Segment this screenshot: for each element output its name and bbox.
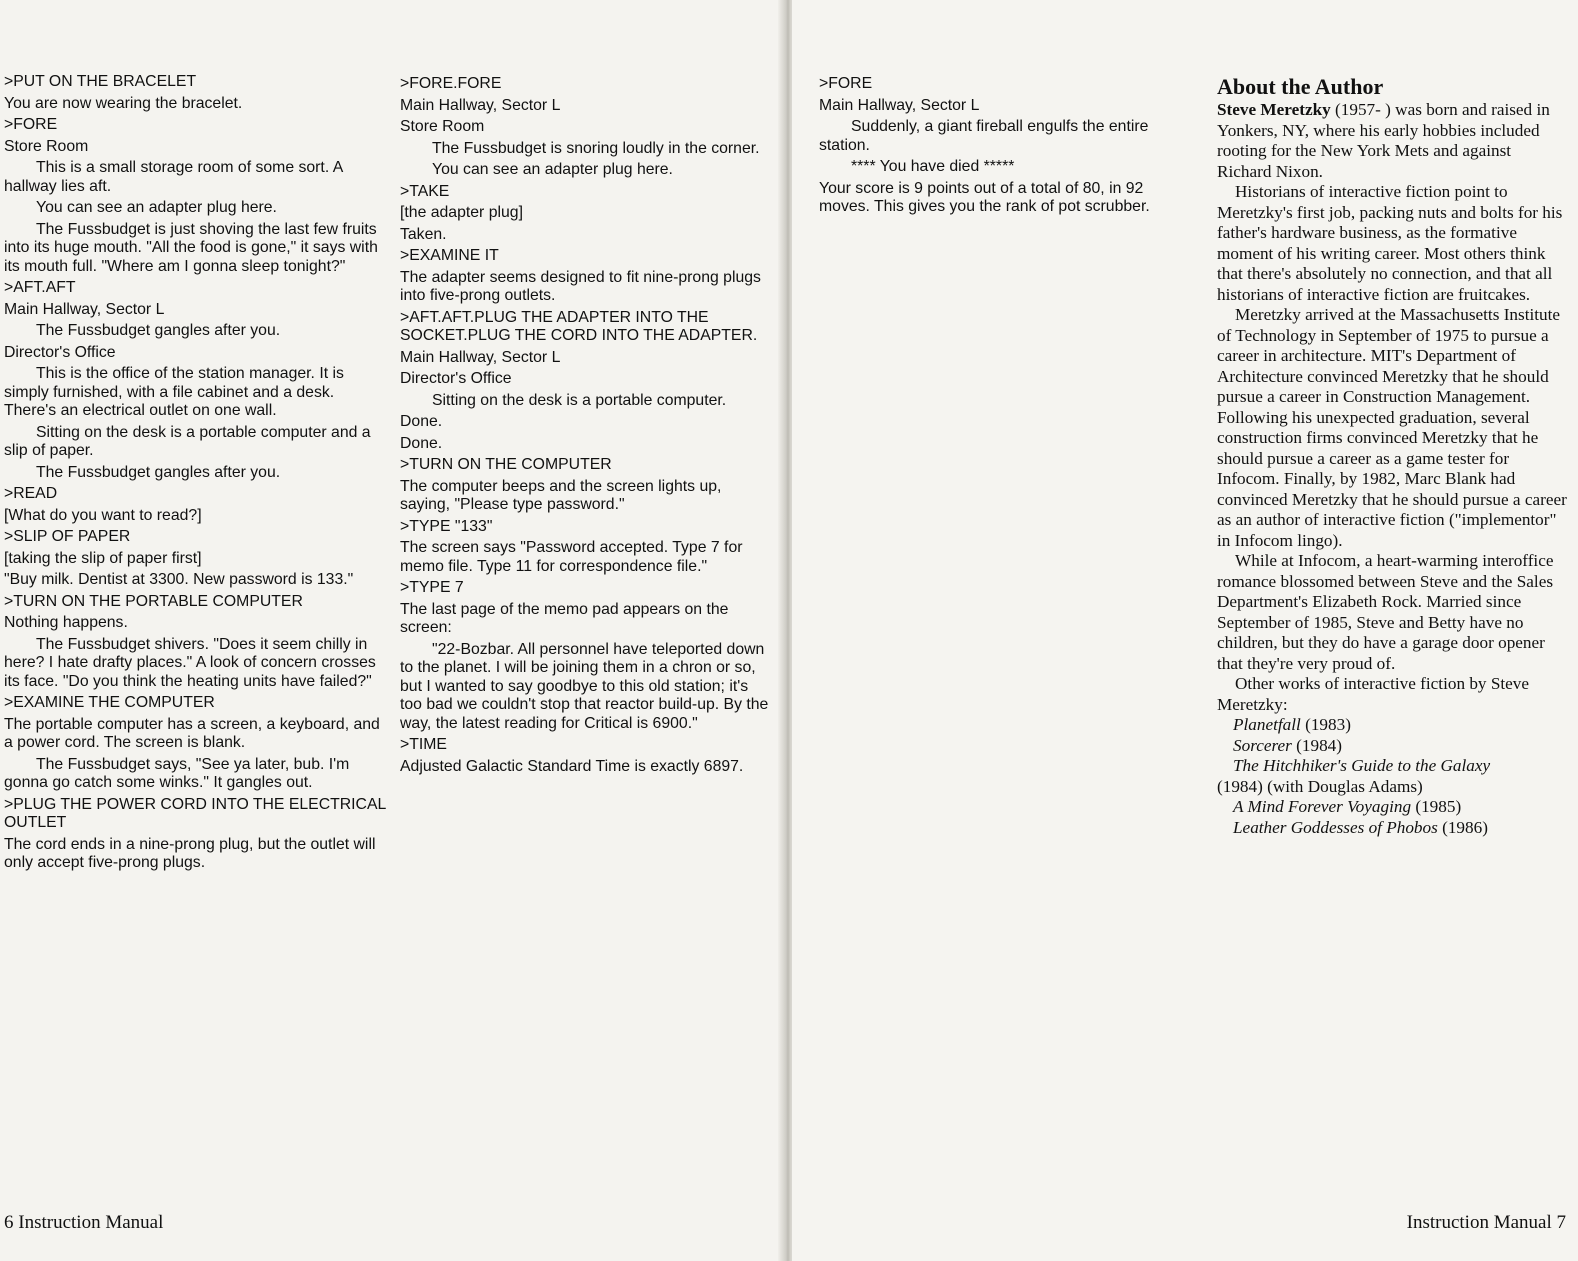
response-text: The computer beeps and the screen lights up, saying, "Please type password." <box>400 477 722 513</box>
author-intro <box>1217 100 1567 182</box>
response-text: Sitting on the desk is a portable computer and a slip of paper. <box>4 423 371 459</box>
works-list <box>1217 715 1567 838</box>
command-line: >TURN ON THE COMPUTER <box>400 456 612 473</box>
command-line: >TIME <box>400 736 447 753</box>
command-line: >SLIP OF PAPER <box>4 528 131 545</box>
command-line: >READ <box>4 485 58 502</box>
author-paragraph: While at Infocom, a heart-warming interoffice romance blossomed between Steve and the Sales Department's Elizabeth Rock. Married since September of 1985, Steve and Betty have no children, but they do have a garage door opener that they're very proud of. <box>1217 551 1554 673</box>
author-heading: About the Author <box>1217 74 1384 99</box>
response-text: You can see an adapter plug here. <box>36 199 277 216</box>
work-title: Planetfall <box>1233 715 1301 734</box>
response-text: "Buy milk. Dentist at 3300. New password is 133." <box>4 571 354 588</box>
work-year: (1986) <box>1437 817 1488 837</box>
response-text: Main Hallway, Sector L <box>4 300 165 318</box>
response-text: Director's Office <box>400 370 512 387</box>
response-text: Done. <box>400 413 443 430</box>
command-line: >EXAMINE THE COMPUTER <box>4 694 215 711</box>
response-text: This is a small storage room of some sort. A hallway lies aft. <box>4 159 343 195</box>
work-year: (1985) <box>1411 797 1462 816</box>
work-entry <box>1217 797 1567 818</box>
response-text: Taken. <box>400 225 447 243</box>
response-text: The Fussbudget is snoring loudly in the corner. <box>432 139 760 157</box>
command-line: >TURN ON THE PORTABLE COMPUTER <box>4 592 303 610</box>
response-text: The Fussbudget says, "See ya later, bub. I'm gonna go catch some winks." It gangles out. <box>4 755 350 791</box>
command-line: >AFT.AFT.PLUG THE ADAPTER INTO THE SOCKET.PLUG THE CORD INTO THE ADAPTER. <box>400 308 758 344</box>
response-text: [What do you want to read?] <box>4 506 202 524</box>
command-line: >AFT.AFT <box>4 279 76 296</box>
response-text: "22-Bozbar. All personnel have teleported down to the planet. I will be joining them in a chron or so, but I wanted to say goodbye to this old station; it's too bad we couldn't stop that reactor build-up. By the way, the latest reading for Critical is 6900." <box>400 640 769 732</box>
response-text: The screen says "Password accepted. Type 7 for memo file. Type 11 for correspondence file." <box>400 539 743 575</box>
work-entry <box>1217 715 1567 736</box>
command-line: >FORE <box>4 116 58 133</box>
command-line: >TYPE "133" <box>400 517 493 535</box>
command-line: >TYPE 7 <box>400 579 464 596</box>
left-page <box>0 0 786 1261</box>
page-footer-left: 6 Instruction Manual <box>4 1212 164 1233</box>
command-line: >TAKE <box>400 182 450 200</box>
response-text: Main Hallway, Sector L <box>400 348 561 366</box>
author-paragraph: Meretzky arrived at the Massachusetts Institute of Technology in September of 1975 to pursue a career in architecture. MIT's Department of Architecture convinced Meretzky that he should pursue a career in Construction Management. Following his unexpected graduation, several construction firms convinced Meretzky that he should pursue a career as a game tester for Infocom. Finally, by 1982, Marc Blank had convinced Meretzky that he should pursue a career as an author of interactive fiction ("implementor" in Infocom lingo). <box>1217 305 1567 550</box>
transcript-column-1 <box>4 71 390 876</box>
work-entry <box>1217 818 1567 839</box>
work-year: (1984) <box>1291 735 1342 755</box>
work-title: A Mind Forever Voyaging <box>1233 797 1412 816</box>
response-text: You can see an adapter plug here. <box>432 161 673 178</box>
response-text: Main Hallway, Sector L <box>819 96 980 114</box>
author-paragraph: Other works of interactive fiction by Steve Meretzky: <box>1217 674 1530 714</box>
author-paragraph: Historians of interactive fiction point to Meretzky's first job, packing nuts and bolts for his father's hardware business, as the formative moment of his writing career. Most others think that there's absolutely no connection, and that all historians of interactive fiction are fruitcakes. <box>1217 182 1563 304</box>
response-text: Done. <box>400 434 443 452</box>
response-text: Suddenly, a giant fireball engulfs the entire station. <box>819 118 1149 154</box>
response-text: Nothing happens. <box>4 614 128 631</box>
response-text: The last page of the memo pad appears on the screen: <box>400 600 729 636</box>
response-text: Store Room <box>4 137 89 155</box>
work-year: (1984) (with Douglas Adams) <box>1217 776 1423 796</box>
response-text: Adjusted Galactic Standard Time is exactly 6897. <box>400 757 744 775</box>
transcript-column-3 <box>819 73 1175 220</box>
response-text: **** You have died ***** <box>851 158 1015 175</box>
work-title: Leather Goddesses of Phobos <box>1233 817 1438 837</box>
response-text: This is the office of the station manager. It is simply furnished, with a file cabinet and a desk. There's an electrical outlet on one wall. <box>4 365 344 419</box>
work-year: (1983) <box>1300 715 1351 734</box>
command-line: >PLUG THE POWER CORD INTO THE ELECTRICAL OUTLET <box>4 795 386 831</box>
command-line: >FORE.FORE <box>400 75 502 92</box>
work-entry <box>1217 756 1567 777</box>
response-text: Main Hallway, Sector L <box>400 96 561 114</box>
transcript-column-2 <box>400 73 770 779</box>
page-footer-right: Instruction Manual 7 <box>1406 1212 1566 1233</box>
response-text: The Fussbudget gangles after you. <box>36 463 281 481</box>
response-text: Store Room <box>400 118 485 135</box>
work-title: The Hitchhiker's Guide to the Galaxy <box>1233 756 1491 775</box>
response-text: Director's Office <box>4 343 116 361</box>
response-text: The Fussbudget shivers. "Does it seem chilly in here? I hate drafty places." A look of concern crosses its face. "Do you think the heating units have failed?" <box>4 635 376 690</box>
author-intro-text: (1957- ) was born and raised in Yonkers, NY, where his early hobbies included rooting for the New York Mets and against Richard Nixon. <box>1217 100 1550 181</box>
response-text: Sitting on the desk is a portable computer. <box>432 391 727 409</box>
response-text: The portable computer has a screen, a keyboard, and a power cord. The screen is blank. <box>4 715 380 751</box>
response-text: The adapter seems designed to fit nine-prong plugs into five-prong outlets. <box>400 268 761 304</box>
response-text: The Fussbudget gangles after you. <box>36 322 281 339</box>
response-text: The Fussbudget is just shoving the last few fruits into its huge mouth. "All the food is gone," it says with its mouth full. "Where am I gonna sleep tonight?" <box>4 220 378 275</box>
response-text: The cord ends in a nine-prong plug, but the outlet will only accept five-prong plugs. <box>4 835 376 871</box>
response-text: [the adapter plug] <box>400 204 523 221</box>
work-title: Sorcerer <box>1233 735 1292 755</box>
about-the-author-section <box>1217 74 1567 838</box>
work-entry <box>1217 777 1567 798</box>
response-text: You are now wearing the bracelet. <box>4 94 243 112</box>
author-name: Steve Meretzky <box>1217 100 1331 119</box>
command-line: >FORE <box>819 75 873 92</box>
work-entry <box>1217 736 1567 757</box>
command-line: >EXAMINE IT <box>400 247 499 264</box>
author-paragraphs <box>1217 182 1567 715</box>
response-text: [taking the slip of paper first] <box>4 549 202 567</box>
command-line: >PUT ON THE BRACELET <box>4 73 197 90</box>
response-text: Your score is 9 points out of a total of 80, in 92 moves. This gives you the rank of pot scrubber. <box>819 179 1150 215</box>
